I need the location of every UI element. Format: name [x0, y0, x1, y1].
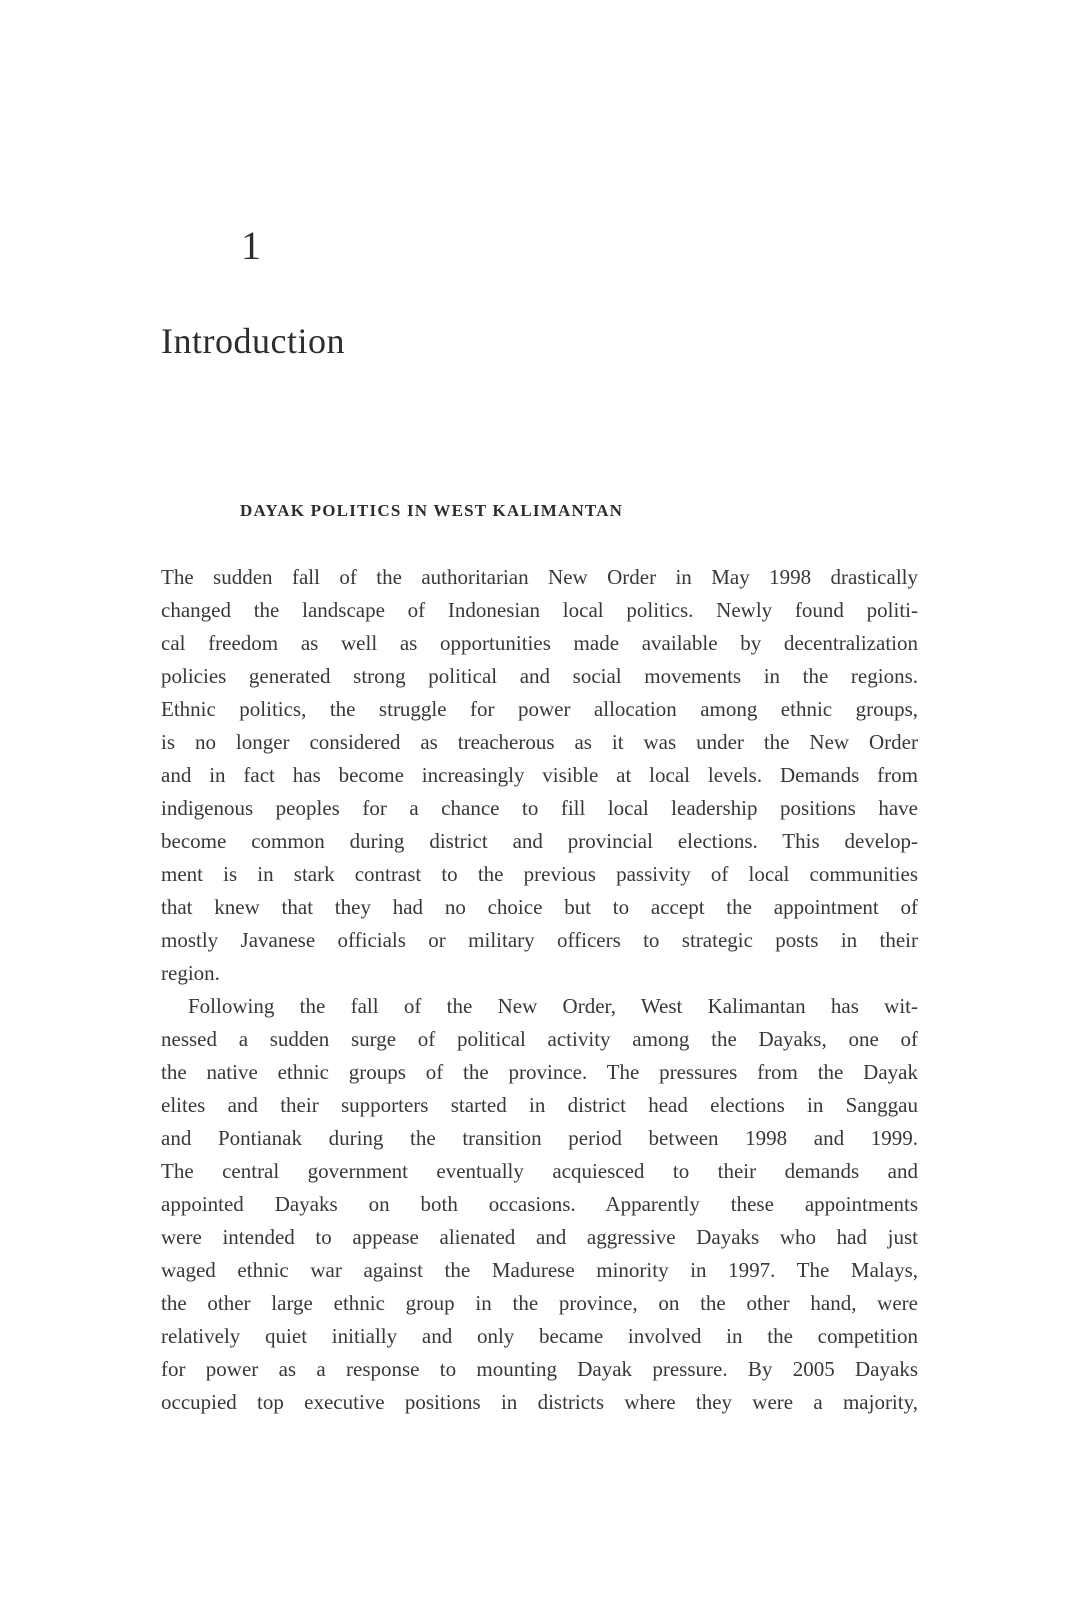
- text-line: mostly Javanese officials or military officers to strategic posts in their: [161, 928, 918, 952]
- text-line: and Pontianak during the transition period between 1998 and 1999.: [161, 1126, 918, 1150]
- text-line: nessed a sudden surge of political activity among the Dayaks, one of: [161, 1027, 918, 1051]
- section-heading: DAYAK POLITICS IN WEST KALIMANTAN: [240, 501, 624, 520]
- text-line: The sudden fall of the authoritarian New Order in May 1998 drastically: [161, 565, 918, 589]
- text-line: Ethnic politics, the struggle for power allocation among ethnic groups,: [161, 697, 918, 721]
- text-line: that knew that they had no choice but to accept the appointment of: [161, 895, 918, 919]
- text-line: become common during district and provincial elections. This develop-: [161, 829, 918, 853]
- text-line: ment is in stark contrast to the previous passivity of local communities: [161, 862, 918, 886]
- text-line: relatively quiet initially and only became involved in the competition: [161, 1324, 918, 1348]
- text-line: for power as a response to mounting Dayak pressure. By 2005 Dayaks: [161, 1357, 918, 1381]
- text-line: The central government eventually acquiesced to their demands and: [161, 1159, 918, 1183]
- text-line: appointed Dayaks on both occasions. Apparently these appointments: [161, 1192, 918, 1216]
- text-line: the other large ethnic group in the province, on the other hand, were: [161, 1291, 918, 1315]
- paragraph: [161, 990, 918, 1419]
- text-line: elites and their supporters started in district head elections in Sanggau: [161, 1093, 918, 1117]
- text-line: cal freedom as well as opportunities made available by decentralization: [161, 631, 918, 655]
- text-line: is no longer considered as treacherous as it was under the New Order: [161, 730, 918, 754]
- text-line: were intended to appease alienated and aggressive Dayaks who had just: [161, 1225, 918, 1249]
- paragraph: [161, 561, 918, 990]
- text-line: and in fact has become increasingly visible at local levels. Demands from: [161, 763, 918, 787]
- chapter-title: Introduction: [161, 321, 345, 361]
- text-line: occupied top executive positions in districts where they were a majority,: [161, 1390, 918, 1414]
- text-line: changed the landscape of Indonesian local politics. Newly found politi-: [161, 598, 918, 622]
- text-line: Following the fall of the New Order, West Kalimantan has wit-: [188, 994, 918, 1018]
- text-line: policies generated strong political and social movements in the regions.: [161, 664, 918, 688]
- text-line: the native ethnic groups of the province. The pressures from the Dayak: [161, 1060, 918, 1084]
- text-line: indigenous peoples for a chance to fill local leadership positions have: [161, 796, 918, 820]
- body-text: [161, 561, 918, 1419]
- text-line: waged ethnic war against the Madurese minority in 1997. The Malays,: [161, 1258, 918, 1282]
- text-line: region.: [161, 961, 220, 985]
- chapter-number: 1: [241, 223, 261, 268]
